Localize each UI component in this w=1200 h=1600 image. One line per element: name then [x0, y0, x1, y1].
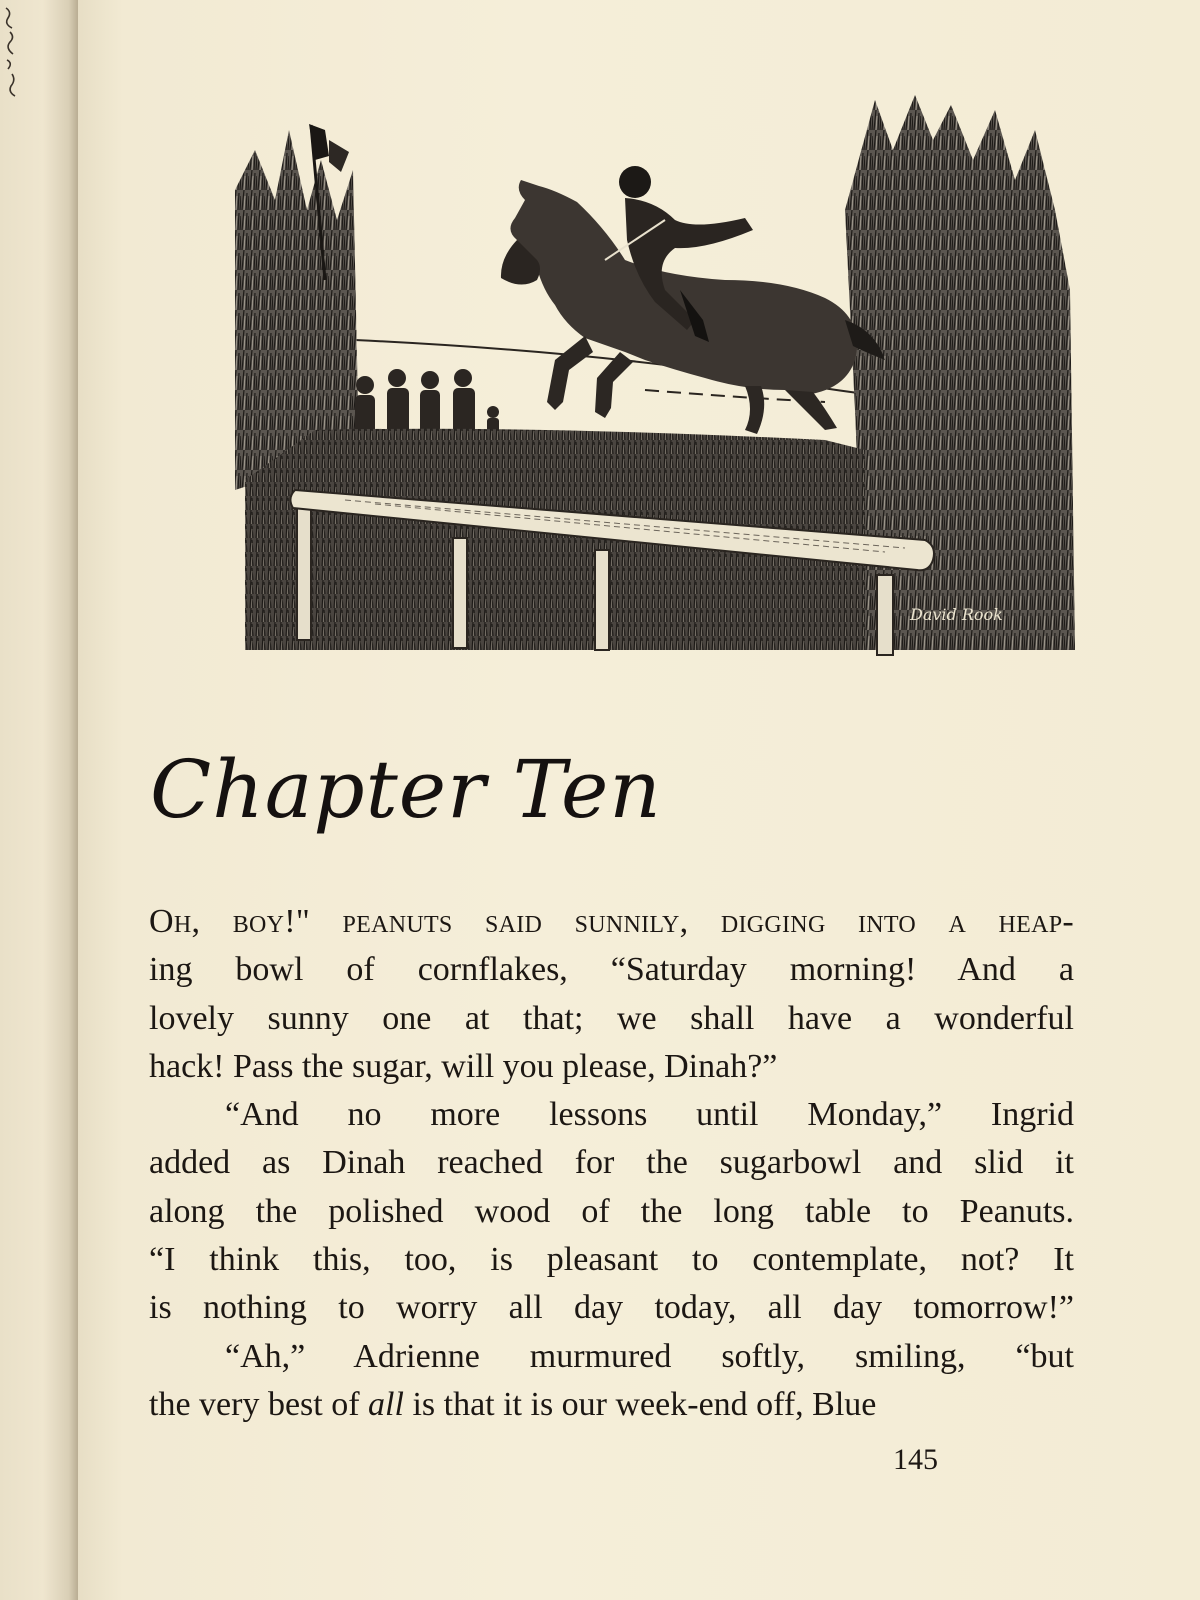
text-line: ing bowl of cornflakes, “Saturday morning! And a [149, 951, 1074, 989]
previous-page-text-fragment [2, 2, 32, 112]
emphasized-word: all [368, 1385, 404, 1423]
text-line: “And no more lessons until Monday,” Ingrid [225, 1096, 1074, 1134]
course-flag [309, 124, 329, 160]
text-line: “I think this, too, is pleasant to contemplate, not? It [149, 1241, 1074, 1279]
text-line: “Ah,” Adrienne murmured softly, smiling, “but [225, 1337, 1074, 1375]
text-line: is nothing to worry all day today, all day tomorrow!” [149, 1289, 1074, 1327]
horse-jumping-illustration [225, 90, 1085, 670]
text-line: added as Dinah reached for the sugarbowl and slid it [149, 1144, 1074, 1182]
chapter-body [149, 898, 1074, 1429]
text-fragment: the very best of [149, 1385, 360, 1423]
text-line: Oh, boy!" peanuts said sunnily, digging into a heap- [149, 903, 1074, 940]
text-fragment: is that it is our week-end off, Blue [412, 1385, 877, 1423]
page-number: 145 [893, 1443, 938, 1476]
text-line: lovely sunny one at that; we shall have a wonderful [149, 999, 1074, 1037]
text-line-with-emphasis [149, 1381, 1074, 1429]
text-line: along the polished wood of the long table to Peanuts. [149, 1192, 1074, 1230]
previous-page-edge [0, 0, 78, 1600]
chapter-title: Chapter Ten [150, 743, 662, 836]
text-line: hack! Pass the sugar, will you please, Dinah?” [149, 1047, 778, 1085]
artist-signature: David Rook [910, 605, 1003, 624]
